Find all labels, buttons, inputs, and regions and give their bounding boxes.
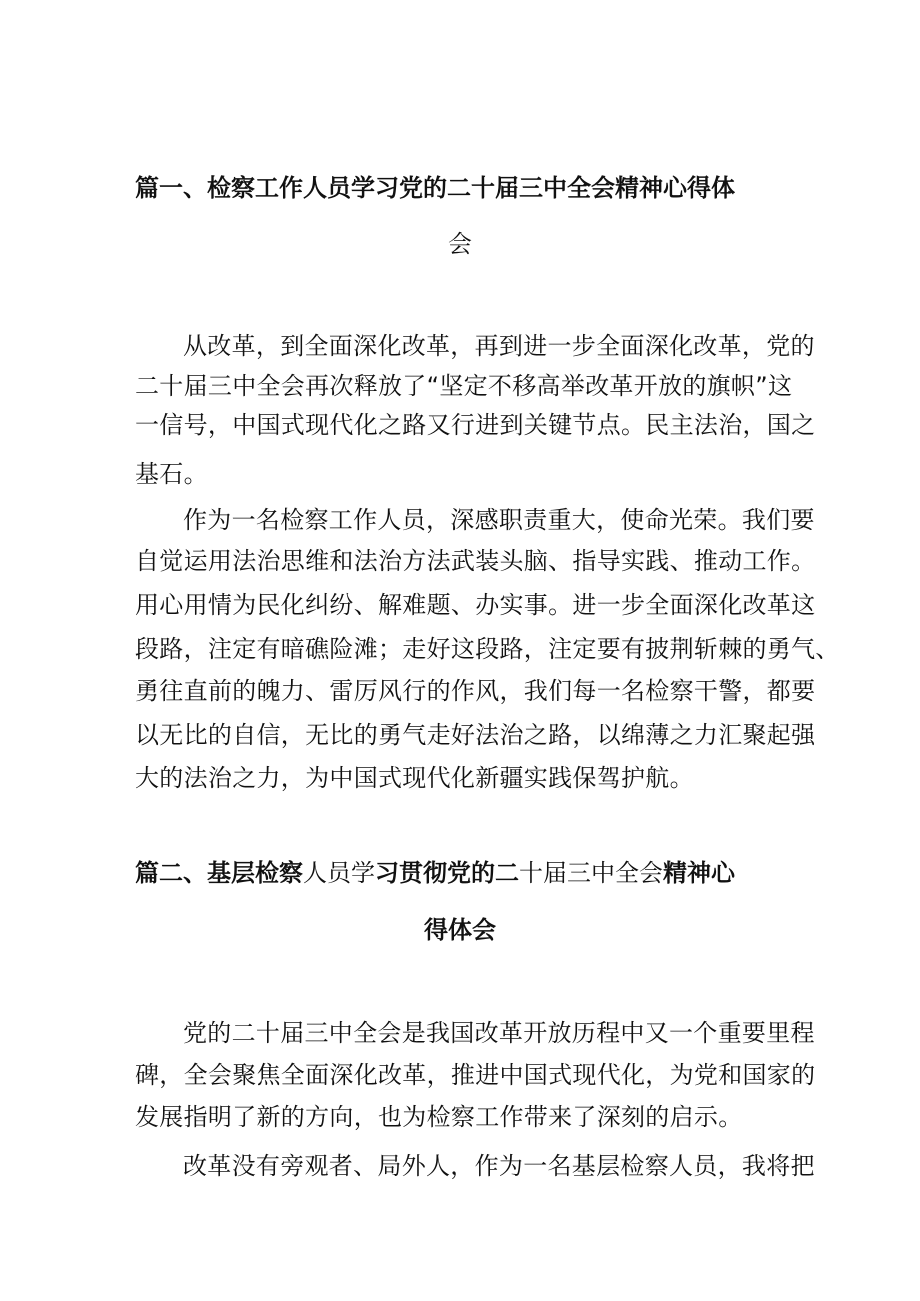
section1-p2-line1: 作为一名检察工作人员，深感职责重大，使命光荣。我们要: [183, 506, 815, 534]
section2-p1-line2: 碑，全会聚焦全面深化改革，推进中国式现代化，为党和国家的: [135, 1061, 816, 1089]
section2-heading-part: 人员学: [303, 859, 375, 887]
section1-p2-line5: 勇往直前的魄力、雷厉风行的作风，我们每一名检察干警，都要: [135, 677, 816, 705]
section1-p2-line7: 大的法治之力，为中国式现代化新疆实践保驾护航。: [135, 764, 694, 792]
section2-heading-part: 习贯彻党的二: [375, 859, 519, 887]
section1-p2-line4: 段路，注定有暗礁险滩；走好这段路，注定要有披荆斩棘的勇气、: [135, 635, 840, 663]
section2-p2-line1: 改革没有旁观者、局外人，作为一名基层检察人员，我将把: [183, 1152, 815, 1180]
section1-p1-line4: 基石。: [135, 460, 208, 488]
section1-heading-line1: 篇一、检察工作人员学习党的二十届三中全会精神心得体: [135, 174, 735, 202]
section1-p1-line1: 从改革，到全面深化改革，再到进一步全面深化改革，党的: [183, 332, 815, 360]
section2-heading-line1: [135, 857, 785, 889]
section2-p1-line1: 党的二十届三中全会是我国改革开放历程中又一个重要里程: [183, 1019, 815, 1047]
section2-heading-part: 十届三中全会: [519, 859, 663, 887]
section2-p1-line3: 发展指明了新的方向，也为检察工作带来了深刻的启示。: [135, 1103, 743, 1131]
section1-p2-line2: 自觉运用法治思维和法治方法武装头脑、指导实践、推动工作。: [135, 547, 816, 575]
section2-heading-part: 精神心: [663, 859, 735, 887]
section1-p1-line2: 二十届三中全会再次释放了“坚定不移高举改革开放的旗帜”这: [135, 372, 793, 400]
section2-heading-line2: 得体会: [424, 916, 496, 944]
section1-p1-line3: 一信号，中国式现代化之路又行进到关键节点。民主法治，国之: [135, 411, 816, 439]
section1-p2-line6: 以无比的自信，无比的勇气走好法治之路，以绵薄之力汇聚起强: [135, 721, 816, 749]
section1-p2-line3: 用心用情为民化纠纷、解难题、办实事。进一步全面深化改革这: [135, 591, 816, 619]
section2-heading-part: 篇二、基层检察: [135, 859, 303, 887]
section1-heading-line2: 会: [448, 230, 472, 258]
